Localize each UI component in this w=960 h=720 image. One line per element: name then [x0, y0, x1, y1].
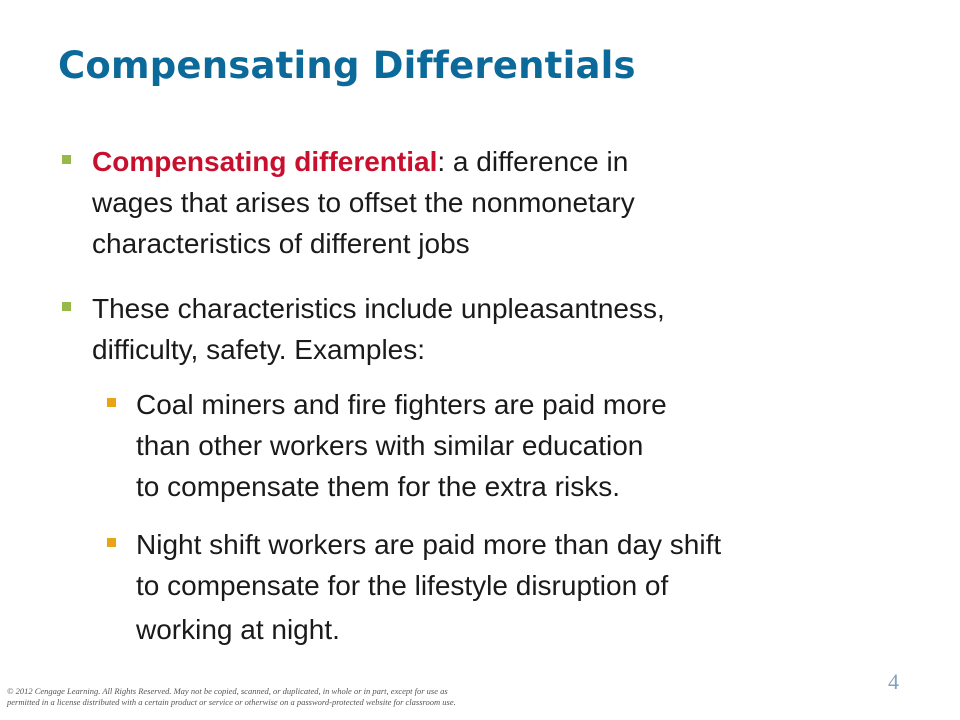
page-number: 4: [888, 669, 899, 694]
bullet-characteristics: [92, 288, 912, 370]
bullet-line: difficulty, safety. Examples:: [92, 334, 426, 365]
slide-title: Compensating Differentials: [58, 44, 636, 87]
sub-bullet-coal-miners: [136, 384, 916, 507]
square-bullet-icon: [107, 398, 116, 407]
bullet-line: to compensate for the lifestyle disruption of: [136, 570, 669, 601]
bullet-compensating-differential: [92, 141, 912, 264]
bullet-line: Coal miners and fire fighters are paid more: [136, 389, 667, 420]
sub-bullet-night-shift: [136, 524, 916, 650]
copyright-line: © 2012 Cengage Learning. All Rights Reserved. May not be copied, scanned, or duplicated, in whole or in part, except for use as: [7, 686, 448, 696]
bullet-line: than other workers with similar education: [136, 430, 644, 461]
bullet-line: to compensate them for the extra risks.: [136, 471, 620, 502]
bullet-line: characteristics of different jobs: [92, 228, 470, 259]
bullet-line: [92, 141, 912, 182]
copyright-notice: [7, 686, 456, 708]
definition-text: : a difference in: [437, 146, 629, 177]
bullet-line: wages that arises to offset the nonmonetary: [92, 187, 635, 218]
bullet-line: working at night.: [136, 614, 340, 645]
square-bullet-icon: [107, 538, 116, 547]
bullet-line: These characteristics include unpleasantness,: [92, 293, 665, 324]
copyright-line: permitted in a license distributed with a certain product or service or otherwise on a password-protected website for classroom use.: [7, 697, 456, 707]
key-term: Compensating differential: [92, 146, 438, 177]
bullet-line: Night shift workers are paid more than day shift: [136, 529, 722, 560]
square-bullet-icon: [62, 155, 71, 164]
square-bullet-icon: [62, 302, 71, 311]
